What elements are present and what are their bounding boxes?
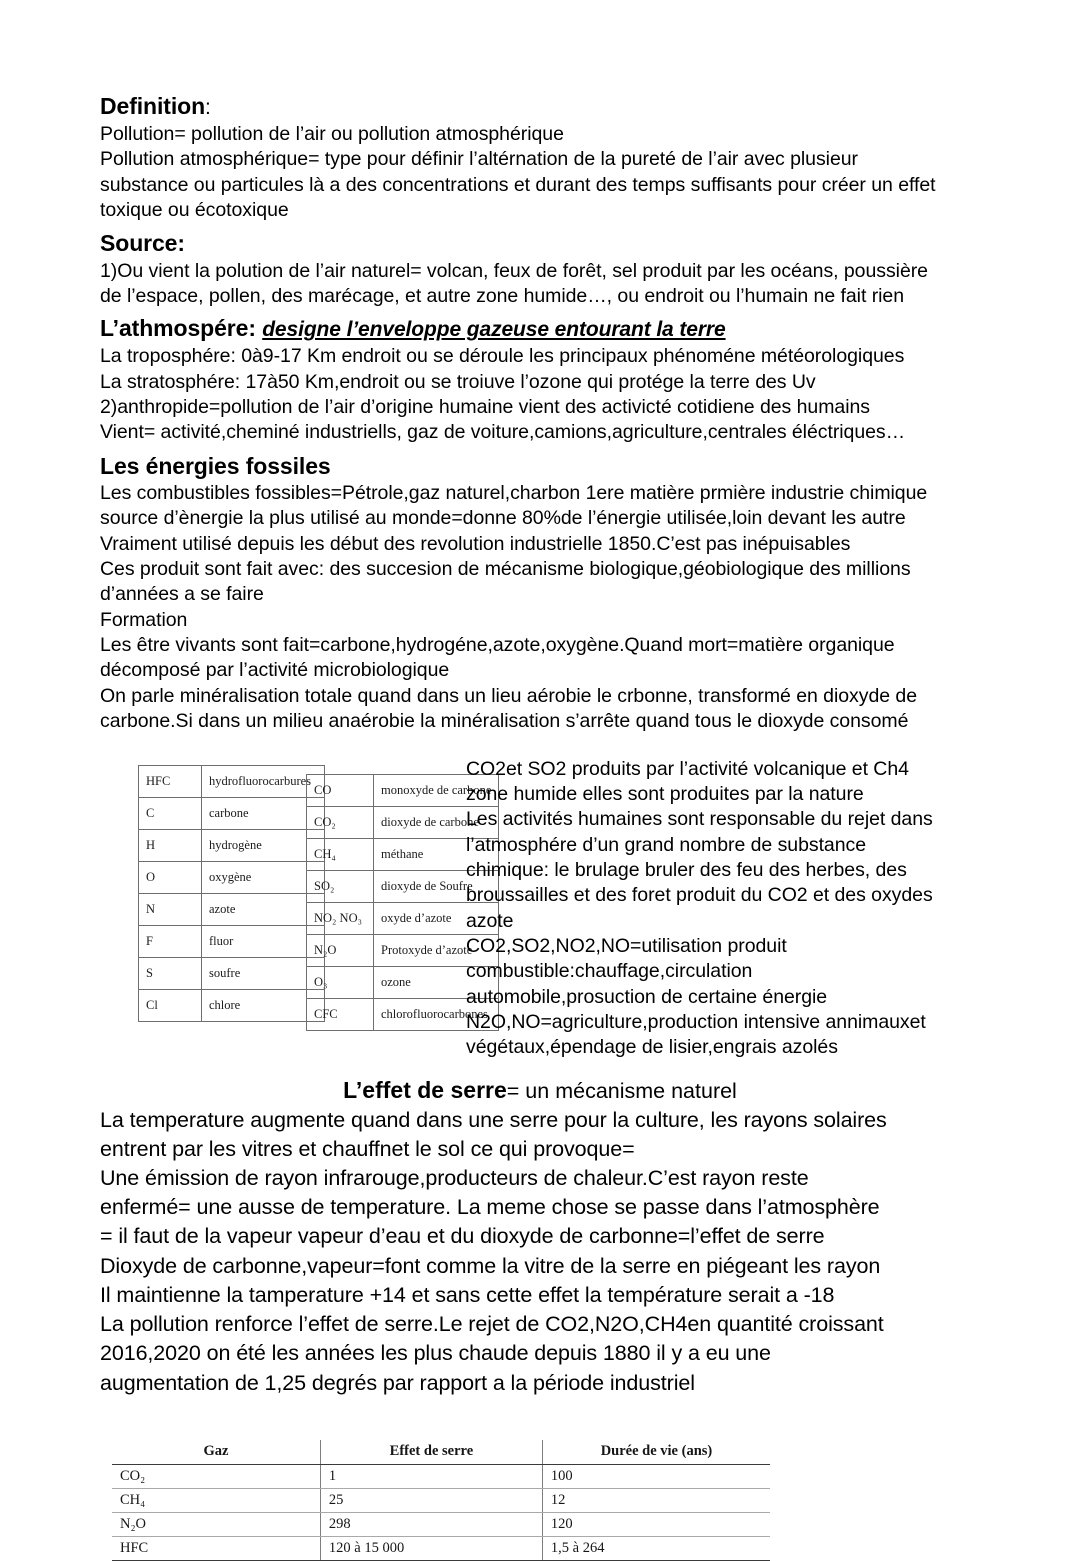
ghg-gas: HFC xyxy=(112,1536,320,1560)
atmosphere-line-1: La troposphére: 0à9-17 Km endroit ou se déroule les principaux phénoméne météorologiques xyxy=(100,345,905,368)
ghg-gas: CO₂ xyxy=(112,1464,320,1488)
compound-symbol: NO₂ NO₃ xyxy=(307,902,374,934)
fossil-line-9: On parle minéralisation totale quand dans un lieu aérobie le crbonne, transformé en dioxyde de xyxy=(100,684,917,707)
mid-para-line-3: Les activités humaines sont responsable du rejet dans xyxy=(466,808,933,831)
greenhouse-line-4: enfermé= une ausse de temperature. La meme chose se passe dans l’atmosphère xyxy=(100,1195,880,1220)
ghg-effet: 120 à 15 000 xyxy=(320,1536,542,1560)
greenhouse-effect-body xyxy=(100,1106,980,1398)
middle-zone xyxy=(100,757,980,1057)
compound-name: ozone xyxy=(374,966,499,998)
definition-line-2: Pollution atmosphérique= type pour définir l’altérnation de la pureté de l’air avec plusieur xyxy=(100,148,858,171)
mid-para-line-12: végétaux,épendage de lisier,engrais azolés xyxy=(466,1036,838,1059)
fossil-energies-heading: Les énergies fossiles xyxy=(100,452,331,479)
ghg-gas: N₂O xyxy=(112,1512,320,1536)
definition-body xyxy=(100,122,980,223)
definition-line-3: substance ou particules là a des concentrations et durant des temps suffisants pour créer un effet xyxy=(100,173,936,196)
ghg-header-duree: Durée de vie (ans) xyxy=(542,1440,770,1465)
greenhouse-line-3: Une émission de rayon infrarouge,producteurs de chaleur.C’est rayon reste xyxy=(100,1166,809,1191)
atmosphere-heading-definition: designe l’enveloppe gazeuse entourant la terre xyxy=(262,318,726,342)
greenhouse-gas-table xyxy=(112,1440,770,1561)
fossil-line-8: décomposé par l’activité microbiologique xyxy=(100,659,450,682)
table-row xyxy=(139,861,325,893)
fossil-line-4: Ces produit sont fait avec: des succesion de mécanisme biologique,géobiologique des millions xyxy=(100,558,911,581)
element-symbol: Cl xyxy=(139,989,202,1021)
compound-name: monoxyde de carbone xyxy=(374,774,499,806)
greenhouse-line-7: Il maintienne la tamperature +14 et sans cette effet la température serait a -18 xyxy=(100,1282,835,1307)
table-row xyxy=(139,765,325,797)
greenhouse-line-5: = il faut de la vapeur vapeur d’eau et du dioxyde de carbonne=l’effet de serre xyxy=(100,1224,825,1249)
source-heading: Source: xyxy=(100,230,185,257)
compound-symbol: CH₄ xyxy=(307,838,374,870)
table-row xyxy=(139,957,325,989)
fossil-line-1: Les combustibles fossibles=Pétrole,gaz naturel,charbon 1ere matière prmière industrie chimique xyxy=(100,482,928,505)
element-table-body xyxy=(139,765,325,1021)
compound-name: dioxyde de Soufre xyxy=(374,870,499,902)
element-name: fluor xyxy=(202,925,325,957)
pollution-sources-paragraph xyxy=(466,757,966,1061)
element-symbol: HFC xyxy=(139,765,202,797)
greenhouse-effect-title xyxy=(100,1075,980,1106)
compound-name: chlorofluorocarbones xyxy=(374,998,499,1030)
mid-para-line-6: broussailles et des foret produit du CO2 et des oxydes xyxy=(466,884,933,907)
mid-para-line-5: chimique: le brulage bruler des feu des herbes, des xyxy=(466,858,907,881)
definition-line-4: toxique ou écotoxique xyxy=(100,198,289,221)
definition-heading xyxy=(100,92,980,122)
atmosphere-heading xyxy=(100,314,980,344)
ghg-gas: CH₄ xyxy=(112,1488,320,1512)
compound-symbol: O₃ xyxy=(307,966,374,998)
table-row xyxy=(139,989,325,1021)
compound-name: Protoxyde d’azote xyxy=(374,934,499,966)
ghg-duree: 120 xyxy=(542,1512,770,1536)
atmosphere-heading-bold: L’athmospére: xyxy=(100,315,256,342)
mid-para-line-1: CO2et SO2 produits par l’activité volcanique et Ch4 xyxy=(466,757,909,780)
atmosphere-line-3: 2)anthropide=pollution de l’air d’origine humaine vient des activicté cotidiene des humains xyxy=(100,395,870,418)
element-symbol: O xyxy=(139,861,202,893)
element-symbol: S xyxy=(139,957,202,989)
atmosphere-line-4: Vient= activité,cheminé industriells, gaz de voiture,camions,agriculture,centrales éléctriques… xyxy=(100,421,906,444)
compound-symbol: CFC xyxy=(307,998,374,1030)
element-name: azote xyxy=(202,893,325,925)
definition-heading-colon: : xyxy=(205,96,211,119)
fossil-line-2: source d’ènergie la plus utilisé au monde=donne 80%de l’énergie utilisée,loin devant les autre xyxy=(100,507,906,530)
greenhouse-title-bold: L’effet de serre xyxy=(343,1076,507,1103)
atmosphere-line-2: La stratosphére: 17à50 Km,endroit ou se troiuve l’ozone qui protége la terre des Uv xyxy=(100,370,816,393)
mid-para-line-9: combustible:chauffage,circulation xyxy=(466,960,753,983)
greenhouse-line-9: 2016,2020 on été les années les plus chaude depuis 1880 il y a eu une xyxy=(100,1341,771,1366)
compound-name: méthane xyxy=(374,838,499,870)
document-content xyxy=(100,92,980,1561)
ghg-header-effet: Effet de serre xyxy=(320,1440,542,1465)
fossil-line-3: Vraiment utilisé depuis les début des revolution industrielle 1850.C’est pas inépuisables xyxy=(100,532,851,555)
compound-symbol: SO₂ xyxy=(307,870,374,902)
table-row xyxy=(139,925,325,957)
table-row xyxy=(139,893,325,925)
ghg-header-row xyxy=(112,1440,770,1465)
greenhouse-line-8: La pollution renforce l’effet de serre.Le rejet de CO2,N2O,CH4en quantité croissant xyxy=(100,1312,884,1337)
ghg-effet: 298 xyxy=(320,1512,542,1536)
definition-heading-bold: Definition xyxy=(100,93,206,119)
element-symbol: C xyxy=(139,797,202,829)
ghg-table-body xyxy=(112,1464,770,1560)
element-name: hydrogène xyxy=(202,829,325,861)
fossil-line-6: Formation xyxy=(100,608,188,631)
compound-symbol: CO xyxy=(307,774,374,806)
compound-symbol: N₂O xyxy=(307,934,374,966)
definition-line-1: Pollution= pollution de l’air ou pollution atmosphérique xyxy=(100,122,564,145)
compound-symbol: CO₂ xyxy=(307,806,374,838)
compound-name: dioxyde de carbone xyxy=(374,806,499,838)
element-name: chlore xyxy=(202,989,325,1021)
greenhouse-line-6: Dioxyde de carbonne,vapeur=font comme la vitre de la serre en piégeant les rayon xyxy=(100,1253,881,1278)
greenhouse-line-2: entrent par les vitres et chauffnet le sol ce qui provoque= xyxy=(100,1136,635,1161)
table-row xyxy=(139,797,325,829)
greenhouse-line-1: La temperature augmente quand dans une serre pour la culture, les rayons solaires xyxy=(100,1107,887,1132)
ghg-table-head xyxy=(112,1440,770,1465)
ghg-effet: 1 xyxy=(320,1464,542,1488)
table-row xyxy=(112,1536,770,1560)
element-symbol: H xyxy=(139,829,202,861)
element-symbol: N xyxy=(139,893,202,925)
element-name: soufre xyxy=(202,957,325,989)
mid-para-line-10: automobile,prosuction de certaine énergie xyxy=(466,985,828,1008)
ghg-duree: 12 xyxy=(542,1488,770,1512)
ghg-header-gas: Gaz xyxy=(112,1440,320,1465)
mid-para-line-2: zone humide elles sont produites par la nature xyxy=(466,782,864,805)
ghg-effet: 25 xyxy=(320,1488,542,1512)
fossil-line-10: carbone.Si dans un milieu anaérobie la minéralisation s’arrête quand tous le dioxyde consomé xyxy=(100,710,909,733)
mid-para-line-7: azote xyxy=(466,909,514,932)
fossil-line-7: Les être vivants sont fait=carbone,hydrogéne,azote,oxygène.Quand mort=matière organique xyxy=(100,634,895,657)
element-symbols-table xyxy=(138,765,325,1022)
greenhouse-line-10: augmentation de 1,25 degrés par rapport a la période industriel xyxy=(100,1370,695,1395)
element-name: oxygène xyxy=(202,861,325,893)
ghg-duree: 100 xyxy=(542,1464,770,1488)
element-name: hydrofluorocarbures xyxy=(202,765,325,797)
element-symbol: F xyxy=(139,925,202,957)
table-row xyxy=(112,1512,770,1536)
ghg-duree: 1,5 à 264 xyxy=(542,1536,770,1560)
fossil-energies-body xyxy=(100,481,980,734)
table-row xyxy=(112,1464,770,1488)
ghg-table-wrapper xyxy=(112,1440,980,1561)
source-line-1: 1)Ou vient la polution de l’air naturel= volcan, feux de forêt, sel produit par les océans, poussière xyxy=(100,259,928,282)
mid-para-line-4: l’atmosphére d’un grand nombre de substance xyxy=(466,833,867,856)
compound-name: oxyde d’azote xyxy=(374,902,499,934)
mid-para-line-11: N2O,NO=agriculture,production intensive annimauxet xyxy=(466,1010,926,1033)
table-row xyxy=(112,1488,770,1512)
atmosphere-body xyxy=(100,344,980,445)
table-row xyxy=(139,829,325,861)
source-body xyxy=(100,259,980,310)
greenhouse-title-rest: = un mécanisme naturel xyxy=(506,1078,737,1103)
source-line-2: de l’espace, pollen, des marécage, et autre zone humide…, ou endroit ou l’humain ne fait rien xyxy=(100,285,905,308)
element-name: carbone xyxy=(202,797,325,829)
mid-para-line-8: CO2,SO2,NO2,NO=utilisation produit xyxy=(466,934,787,957)
fossil-line-5: d’années a se faire xyxy=(100,583,264,606)
